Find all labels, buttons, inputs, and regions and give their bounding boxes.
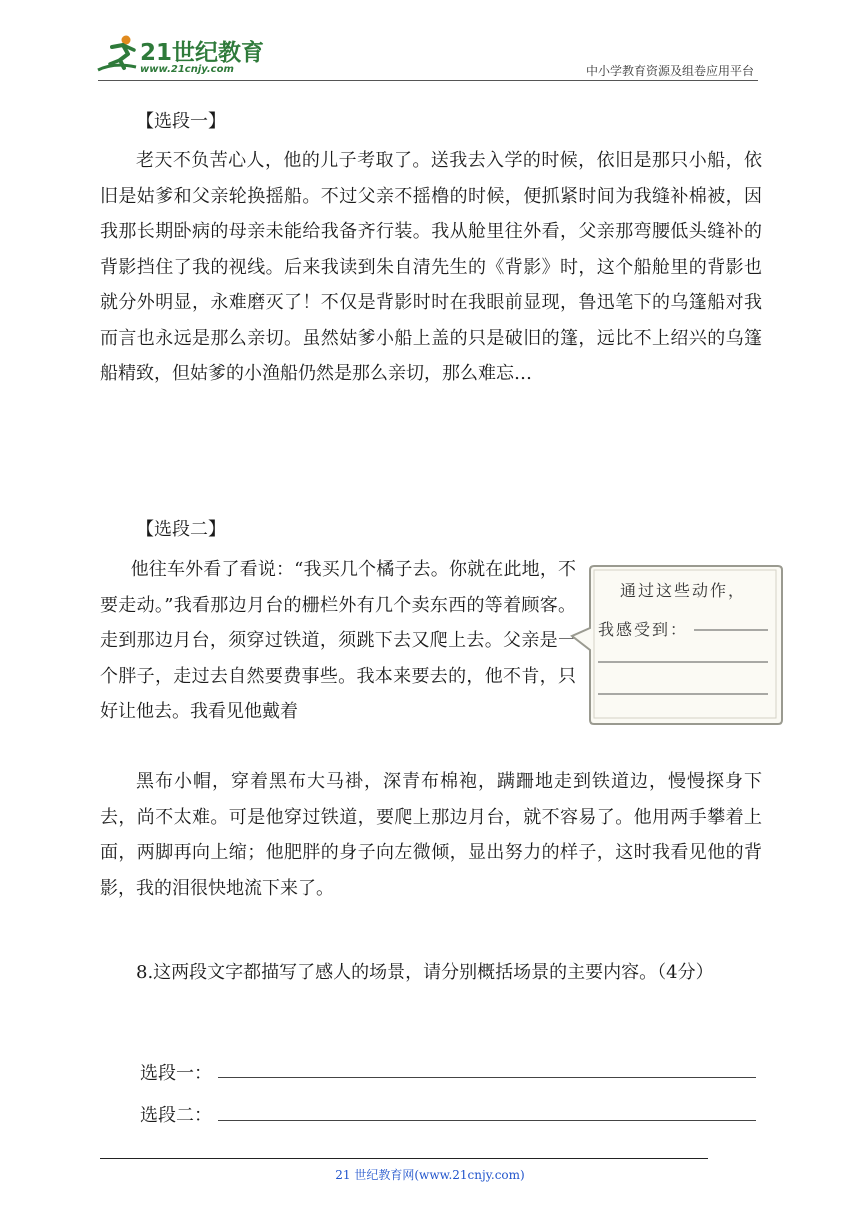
answer2-line[interactable] xyxy=(218,1120,756,1121)
question-8: 8.这两段文字都描写了感人的场景，请分别概括场景的主要内容。（4分） xyxy=(136,962,714,983)
logo-url: www.21cnjy.com xyxy=(140,64,234,75)
platform-name: 中小学教育资源及组卷应用平台 xyxy=(585,64,754,78)
page-header xyxy=(0,0,860,90)
section1-text: 老天不负苦心人，他的儿子考取了。送我去入学的时候，依旧是那只小船，依旧是姑爹和父亲轮换摇船。不过父亲不摇橹的时候，便抓紧时间为我缝补棉被，因我那长期卧病的母亲未能给我备齐行装。我从舱里往外看，父亲那弯腰低头缝补的背影挡住了我的视线。后来我读到朱自清先生的《背影》时，这个船舱里的背影也就分外明显，永难磨灭了！不仅是背影时时在我眼前显现，鲁迅笔下的乌篷船对我而言也永远是那么亲切。虽然姑爹小船上盖的只是破旧的篷，远比不上绍兴的乌篷船精致，但姑爹的小渔船仍然是那么亲切，那么难忘… xyxy=(100,150,762,384)
note-prompt: 我感受到： xyxy=(598,620,689,639)
runner-logo-icon xyxy=(96,34,142,76)
section2-text-continued: 黑布小帽，穿着黑布大马褂，深青布棉袍，蹒跚地走到铁道边，慢慢探身下去，尚不太难。可是他穿过铁道，要爬上那边月台，就不容易了。他用两手攀着上面，两脚再向上缩；他肥胖的身子向左微倾，显出努力的样子，这时我看见他的背影，我的泪很快地流下来了。 xyxy=(100,771,762,899)
section1-heading: 【选段一】 xyxy=(136,111,226,132)
answer1-line[interactable] xyxy=(218,1077,756,1078)
answer1-label: 选段一： xyxy=(140,1063,212,1084)
footer-divider xyxy=(100,1158,708,1159)
section2-heading: 【选段二】 xyxy=(136,519,226,540)
note-title: 通过这些动作， xyxy=(620,581,747,600)
footer-link[interactable]: 21 世纪教育网(www.21cnjy.com) xyxy=(335,1168,525,1182)
section2-text-wrapped: 他往车外看了看说：“我买几个橘子去。你就在此地，不要走动。”我看那边月台的栅栏外有几个卖东西的等着顾客。走到那边月台，须穿过铁道，须跳下去又爬上去。父亲是一个胖子，走过去自然要费事些。我本来要去的，他不肯，只好让他去。我看见他戴着 xyxy=(100,559,576,722)
site-logo[interactable] xyxy=(96,34,266,80)
logo-text: 21世纪教育 xyxy=(140,40,265,66)
header-divider xyxy=(98,80,758,81)
answer2-label: 选段二： xyxy=(140,1105,212,1126)
annotation-note xyxy=(570,562,784,728)
